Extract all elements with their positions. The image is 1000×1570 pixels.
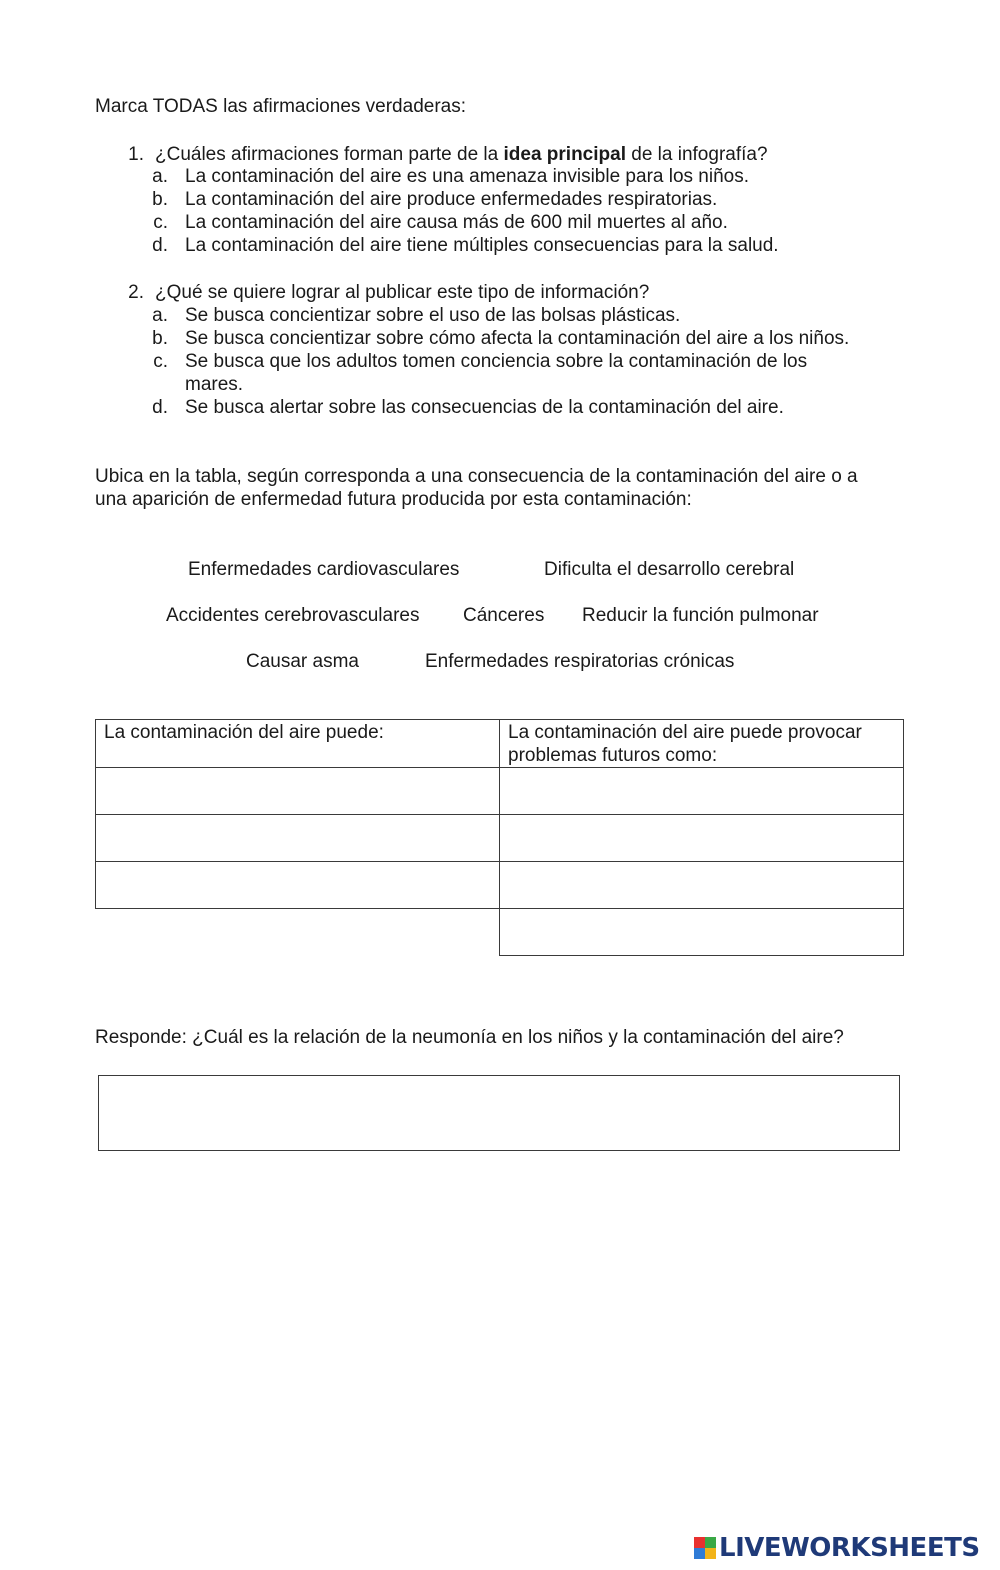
logo-square-blue [694,1548,705,1559]
logo-square-yellow [705,1548,716,1559]
drop-cell-col2-row2[interactable] [500,815,904,862]
table-empty-cell [96,909,500,956]
table-row [96,862,904,909]
drop-cell-col1-row3[interactable] [96,862,500,909]
drop-cell-col1-row2[interactable] [96,815,500,862]
question-1-text: ¿Cuáles afirmaciones forman parte de la idea principal de la infografía? [155,144,768,165]
option-text: Se busca alertar sobre las consecuencias de la contaminación del aire. [185,397,784,418]
drag-item-accidentes-cerebrovasculares[interactable]: Accidentes cerebrovasculares [166,605,420,626]
column-2-header: La contaminación del aire puede provocar problemas futuros como: [500,720,904,768]
classify-instruction-line-2: una aparición de enfermedad futura producida por esta contaminación: [95,489,692,510]
question-1-bold-text: idea principal [503,144,626,165]
logo-square-red [694,1537,705,1548]
option-text: Se busca que los adultos tomen conciencia sobre la contaminación de los [185,351,808,372]
table-header-row [96,720,904,768]
option-text-continued: mares. [185,374,244,395]
logo-square-green [705,1537,716,1548]
table-row [96,768,904,815]
option-text: La contaminación del aire produce enfermedades respiratorias. [185,189,718,210]
drag-item-enfermedades-respiratorias-cronicas[interactable]: Enfermedades respiratorias crónicas [425,651,735,672]
drop-cell-col1-row1[interactable] [96,768,500,815]
answer-text-box[interactable] [98,1075,900,1151]
drag-item-enfermedades-cardiovasculares[interactable]: Enfermedades cardiovasculares [188,559,460,580]
classify-instruction-line-1: Ubica en la tabla, según corresponda a una consecuencia de la contaminación del aire o a [95,466,858,487]
question-2-text: ¿Qué se quiere lograr al publicar este tipo de información? [155,282,650,303]
drag-item-reducir-funcion-pulmonar[interactable]: Reducir la función pulmonar [582,605,819,626]
column-1-header: La contaminación del aire puede: [96,720,500,768]
question-1-number: 1. [128,144,144,165]
logo-text: LIVEWORKSHEETS [719,1533,980,1563]
option-text: La contaminación del aire causa más de 600 mil muertes al año. [185,212,728,233]
option-text: Se busca concientizar sobre cómo afecta la contaminación del aire a los niños. [185,328,850,349]
drag-item-dificulta-desarrollo-cerebral[interactable]: Dificulta el desarrollo cerebral [544,559,795,580]
drag-item-causar-asma[interactable]: Causar asma [246,651,359,672]
drag-item-canceres[interactable]: Cánceres [463,605,545,626]
option-text: La contaminación del aire es una amenaza invisible para los niños. [185,166,750,187]
option-text: Se busca concientizar sobre el uso de las bolsas plásticas. [185,305,681,326]
drop-cell-col2-row3[interactable] [500,862,904,909]
table-row [96,815,904,862]
drop-cell-col2-row1[interactable] [500,768,904,815]
liveworksheets-logo [694,1532,980,1564]
drop-cell-col2-row4[interactable] [500,909,904,956]
question-2-number: 2. [128,282,144,303]
option-text: La contaminación del aire tiene múltiples consecuencias para la salud. [185,235,779,256]
table-row [96,909,904,956]
respond-question: Responde: ¿Cuál es la relación de la neumonía en los niños y la contaminación del aire? [95,1027,844,1048]
classification-table [95,719,904,956]
logo-icon [694,1537,716,1559]
instructions-text: Marca TODAS las afirmaciones verdaderas: [95,96,467,117]
